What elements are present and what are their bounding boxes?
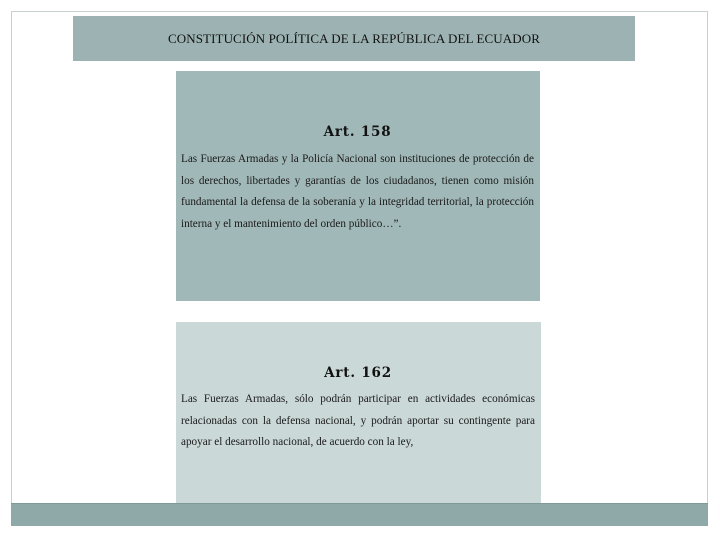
article-162-box <box>176 322 541 508</box>
article-162-heading: Art. 162 <box>324 365 392 381</box>
article-158-box <box>176 71 540 301</box>
article-158-heading: Art. 158 <box>323 124 392 140</box>
title-banner <box>73 16 635 61</box>
footer-bar <box>11 503 708 526</box>
article-162-text: Las Fuerzas Armadas, sólo podrán participar en actividades económicas relacionadas con la defensa nacional, y podrán aportar su contingente para apoyar el desarrollo nacional, de acuerdo con la ley, <box>181 393 535 448</box>
page-title: CONSTITUCIÓN POLÍTICA DE LA REPÚBLICA DEL ECUADOR <box>167 30 541 46</box>
article-158-text: Las Fuerzas Armadas y la Policía Nacional son instituciones de protección de los derechos, libertades y garantías de los ciudadanos, tienen como misión fundamental la defensa de la soberanía y la integridad territorial, la protección interna y el mantenimiento del orden público…”. <box>181 153 534 230</box>
